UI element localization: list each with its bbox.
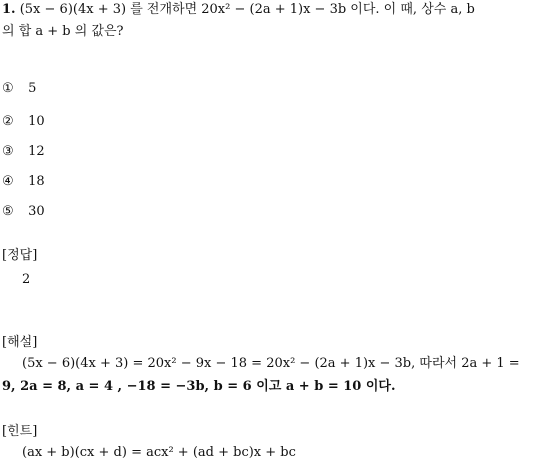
question-number: 1. [2, 2, 16, 17]
answer-label: [정답] [2, 248, 38, 263]
question-line-1 [2, 0, 475, 22]
option-5[interactable] [2, 204, 45, 220]
question-line-2 [2, 20, 124, 44]
explanation-line-2: 9, 2a = 8, a = 4 , −18 = −3b, b = 6 이고 a + b = 10 이다. [2, 379, 396, 394]
option-value: 12 [28, 144, 45, 159]
answer-value: 2 [22, 272, 31, 287]
option-marker: ⑤ [2, 204, 14, 219]
hint-label: [힌트] [2, 424, 38, 439]
option-marker: ② [2, 114, 14, 129]
option-1[interactable] [2, 81, 36, 97]
explanation-label: [해설] [2, 335, 38, 350]
option-2[interactable] [2, 114, 45, 130]
option-value: 18 [28, 174, 45, 189]
option-value: 5 [28, 81, 37, 96]
option-value: 30 [28, 204, 45, 219]
option-marker: ③ [2, 144, 14, 159]
option-value: 10 [28, 114, 45, 129]
option-4[interactable] [2, 174, 45, 190]
question-text-continued: 의 합 a + b 의 값은? [2, 24, 124, 39]
option-marker: ④ [2, 174, 14, 189]
explanation-line-1: (5x − 6)(4x + 3) = 20x² − 9x − 18 = 20x² − (2a + 1)x − 3b, 따라서 2a + 1 = [22, 356, 520, 371]
question-text: (5x − 6)(4x + 3) 를 전개하면 20x² − (2a + 1)x − 3b 이다. 이 때, 상수 a, b [19, 2, 475, 17]
option-3[interactable] [2, 144, 45, 160]
hint-formula: (ax + b)(cx + d) = acx² + (ad + bc)x + bc [22, 445, 296, 460]
option-marker: ① [2, 81, 14, 96]
